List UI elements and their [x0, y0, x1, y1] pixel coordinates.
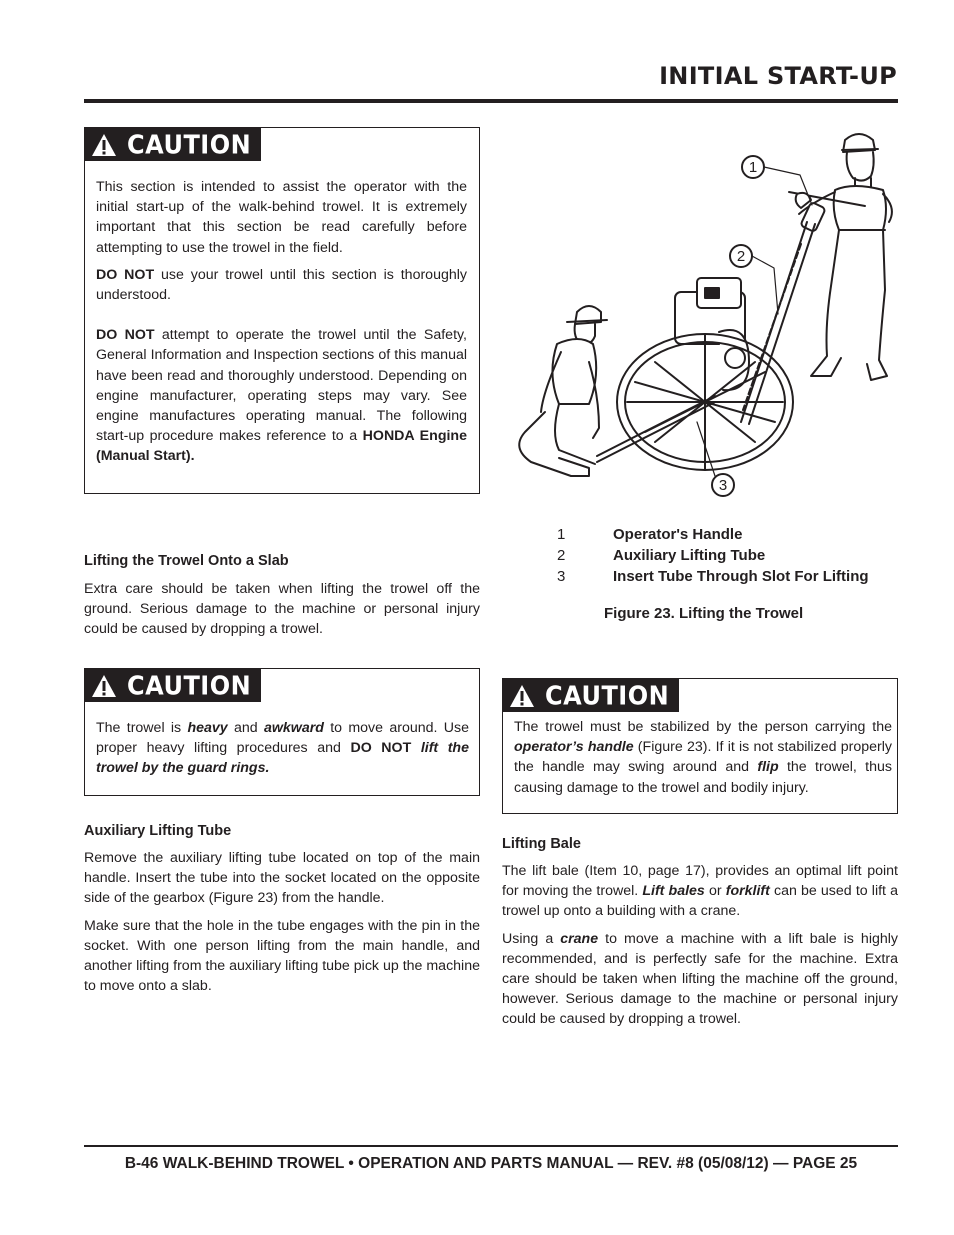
- lifting-slab-body: Extra care should be taken when lifting the trowel off the ground. Serious damage to the machine or personal injury could be caused by dropping a trowel.: [84, 581, 480, 638]
- warning-triangle-icon: [85, 669, 123, 702]
- caution1-paragraph-2: DO NOT use your trowel until this section is thoroughly understood.: [96, 266, 467, 304]
- caution-tag: [85, 669, 261, 702]
- lifting-bale-body: [502, 861, 898, 1037]
- caution3-text: The trowel must be stabilized by the person carrying the operator’s handle (Figure 23). If it is not stabilized properly the handle may swing around and flip the trowel, thus causing damage to the trowel and bodily injury.: [514, 719, 893, 796]
- warning-triangle-icon: [503, 679, 541, 712]
- callout-3: 3: [718, 477, 728, 494]
- caution-tag: [503, 679, 679, 712]
- lifting-bale-paragraph-2: Using a crane to move a machine with a lift bale is highly recommended, and is perfectly safe for the machine. Extra care should be taken when lifting the machine off the ground, however. Serious damage to the machine or personal injury could be caused by dropping a trowel.: [502, 930, 899, 1028]
- section-heading-lifting-bale: Lifting Bale: [502, 836, 581, 852]
- caution-tag: [85, 128, 261, 161]
- section-heading-aux-tube: Auxiliary Lifting Tube: [84, 823, 232, 839]
- callout-1: 1: [748, 159, 758, 176]
- trowel-lifting-illustration: [505, 112, 905, 502]
- aux-tube-paragraph-2: Make sure that the hole in the tube engages with the pin in the socket. With one person lifting from the main handle, and another lifting from the auxiliary lifting tube pick up the machine to move onto a slab.: [84, 917, 480, 995]
- legend-item: 2 Auxiliary Lifting Tube: [557, 547, 766, 564]
- legend-item: 3 Insert Tube Through Slot For Lifting: [557, 568, 869, 585]
- caution-label: CAUTION: [545, 680, 670, 711]
- aux-tube-body: [84, 848, 480, 1003]
- figure-legend: [557, 526, 897, 589]
- caution1-paragraph-3: DO NOT attempt to operate the trowel until the Safety, General Information and Inspection sections of this manual have been read and thoroughly understood. Depending on engine manufacturer, operating steps may vary. See engine manufactures operating manual. The following start-up procedure makes reference to a HONDA Engine (Manual Start).: [96, 327, 467, 465]
- lifting-bale-paragraph-1: The lift bale (Item 10, page 17), provides an optimal lift point for moving the trowel. Lift bales or forklift can be used to lift a trowel up onto a building with a crane.: [502, 863, 899, 920]
- legend-item: 1 Operator's Handle: [557, 526, 743, 543]
- callout-2: 2: [736, 248, 746, 265]
- caution-box-startup: [84, 127, 480, 494]
- section-heading-lifting-slab: Lifting the Trowel Onto a Slab: [84, 553, 289, 569]
- caution-box-heavy: [84, 668, 480, 796]
- caution-label: CAUTION: [127, 129, 252, 160]
- caution-label: CAUTION: [127, 670, 252, 701]
- page-footer: B-46 WALK-BEHIND TROWEL • OPERATION AND PARTS MANUAL — REV. #8 (05/08/12) — PAGE 25: [124, 1155, 858, 1172]
- figure-caption: Figure 23. Lifting the Trowel: [604, 605, 804, 622]
- header-rule: [84, 99, 898, 103]
- caution-box-stabilize: [502, 678, 898, 814]
- footer-rule: [84, 1145, 898, 1147]
- caution1-paragraph-1: This section is intended to assist the operator with the initial start-up of the walk-behind trowel. It is extremely important that this section be read carefully before attempting to use the trowel in the field.: [96, 179, 467, 256]
- caution2-text: The trowel is heavy and awkward to move around. Use proper heavy lifting procedures and DO NOT lift the trowel by the guard rings.: [96, 720, 469, 777]
- aux-tube-paragraph-1: Remove the auxiliary lifting tube located on top of the main handle. Insert the tube into the socket located on the opposite side of the gearbox (Figure 23) from the handle.: [84, 850, 480, 907]
- page-title: INITIAL START-UP: [659, 62, 897, 90]
- warning-triangle-icon: [85, 128, 123, 161]
